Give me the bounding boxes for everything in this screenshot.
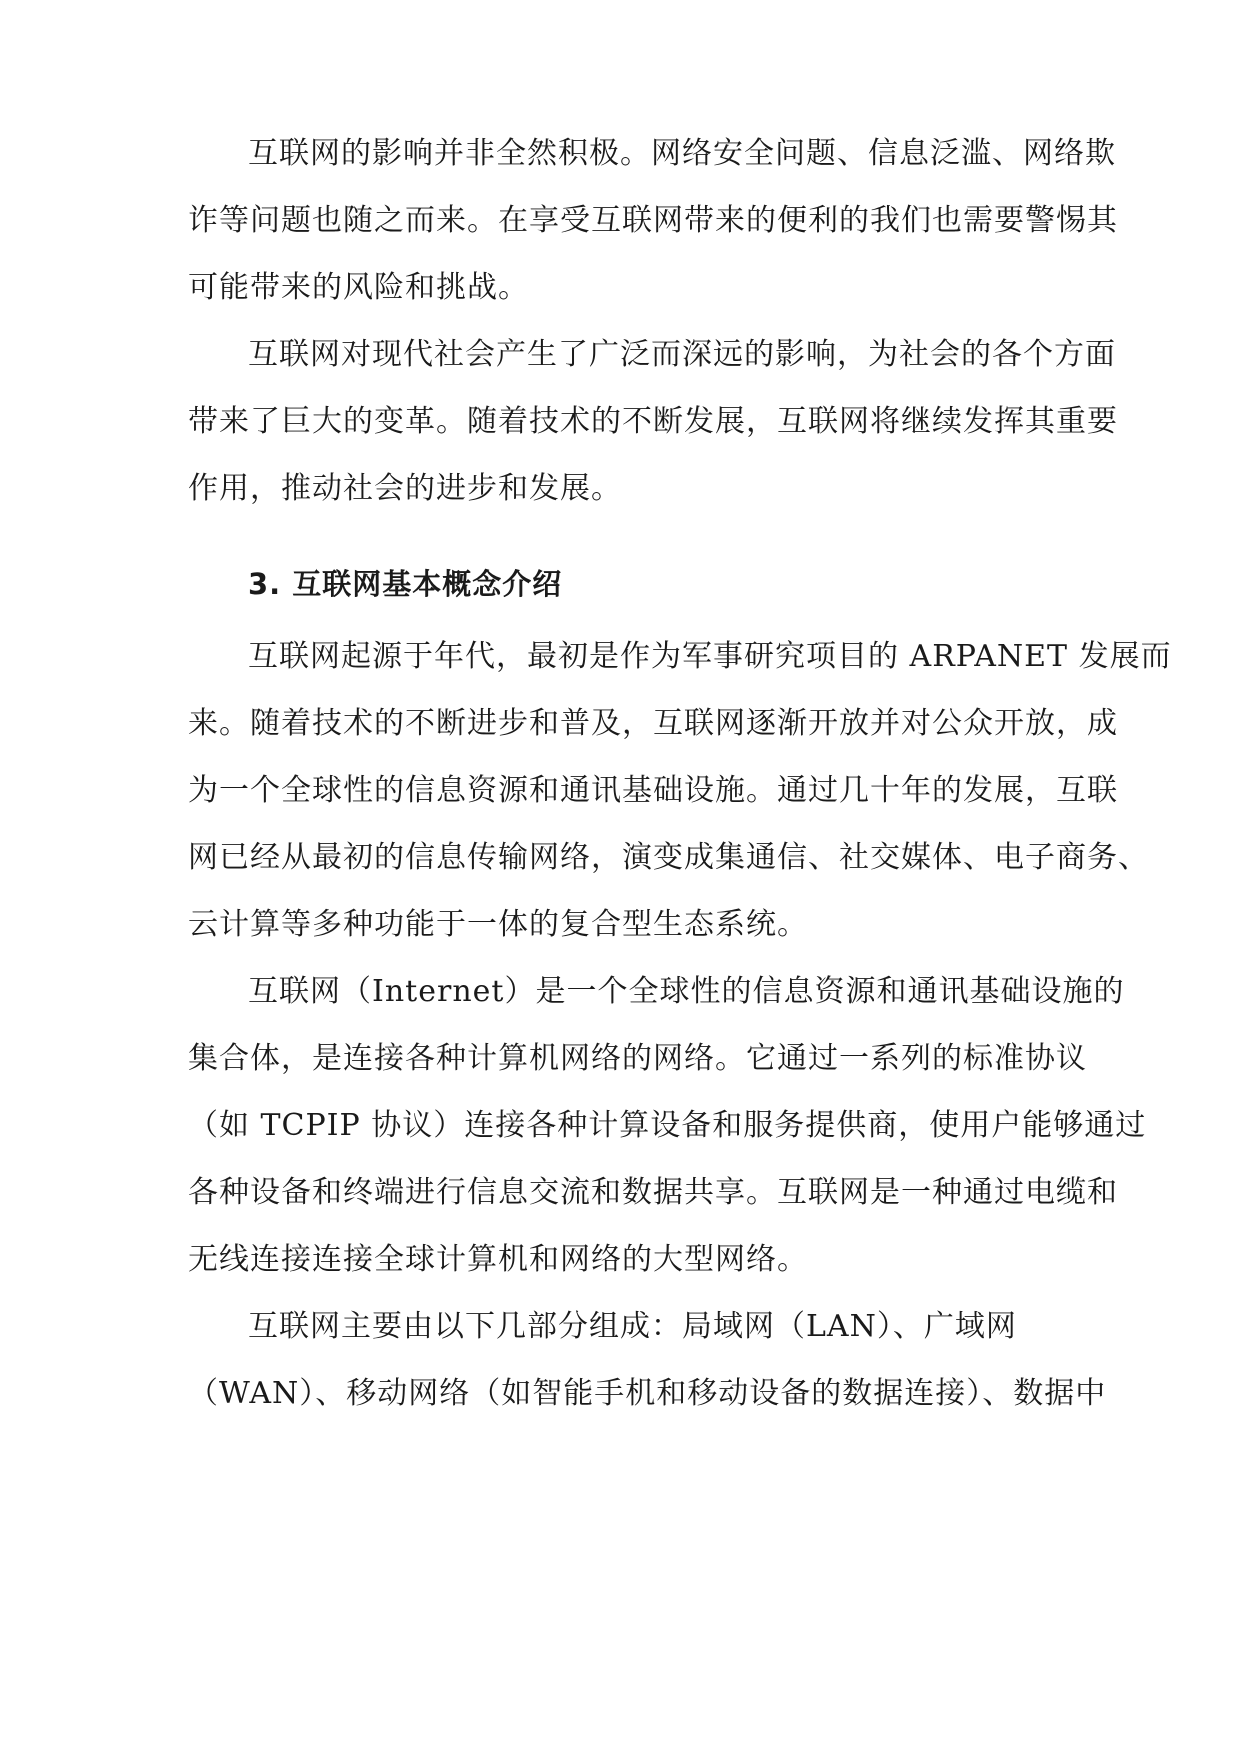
paragraph-1-line-3: 可能带来的风险和挑战。 bbox=[188, 270, 529, 305]
paragraph-3-line-1: 互联网起源于年代，最初是作为军事研究项目的 ARPANET 发展而 bbox=[248, 639, 1172, 674]
paragraph-4-line-2: 集合体，是连接各种计算机网络的网络。它通过一系列的标准协议 bbox=[188, 1041, 1087, 1076]
paragraph-1-line-1: 互联网的影响并非全然积极。网络安全问题、信息泛滥、网络欺 bbox=[248, 136, 1116, 171]
paragraph-3-line-4: 网已经从最初的信息传输网络，演变成集通信、社交媒体、电子商务、 bbox=[188, 840, 1149, 875]
paragraph-2-line-3: 作用，推动社会的进步和发展。 bbox=[188, 471, 622, 506]
paragraph-2-line-2: 带来了巨大的变革。随着技术的不断发展，互联网将继续发挥其重要 bbox=[188, 404, 1118, 439]
section-heading: 3. 互联网基本概念介绍 bbox=[248, 567, 563, 601]
paragraph-3-line-5: 云计算等多种功能于一体的复合型生态系统。 bbox=[188, 907, 808, 942]
paragraph-3-line-2: 来。随着技术的不断进步和普及，互联网逐渐开放并对公众开放，成 bbox=[188, 706, 1118, 741]
paragraph-4-line-4: 各种设备和终端进行信息交流和数据共享。互联网是一种通过电缆和 bbox=[188, 1175, 1118, 1210]
paragraph-4-line-1: 互联网（Internet）是一个全球性的信息资源和通讯基础设施的 bbox=[248, 974, 1125, 1009]
paragraph-5-line-2: （WAN）、移动网络（如智能手机和移动设备的数据连接）、数据中 bbox=[188, 1376, 1107, 1411]
paragraph-1-line-2: 诈等问题也随之而来。在享受互联网带来的便利的我们也需要警惕其 bbox=[188, 203, 1118, 238]
paragraph-5-line-1: 互联网主要由以下几部分组成：局域网（LAN）、广域网 bbox=[248, 1309, 1017, 1344]
paragraph-3-line-3: 为一个全球性的信息资源和通讯基础设施。通过几十年的发展，互联 bbox=[188, 773, 1118, 808]
paragraph-4-line-5: 无线连接连接全球计算机和网络的大型网络。 bbox=[188, 1242, 808, 1277]
paragraph-2-line-1: 互联网对现代社会产生了广泛而深远的影响，为社会的各个方面 bbox=[248, 337, 1116, 372]
paragraph-4-line-3: （如 TCPIP 协议）连接各种计算设备和服务提供商，使用户能够通过 bbox=[188, 1108, 1147, 1143]
